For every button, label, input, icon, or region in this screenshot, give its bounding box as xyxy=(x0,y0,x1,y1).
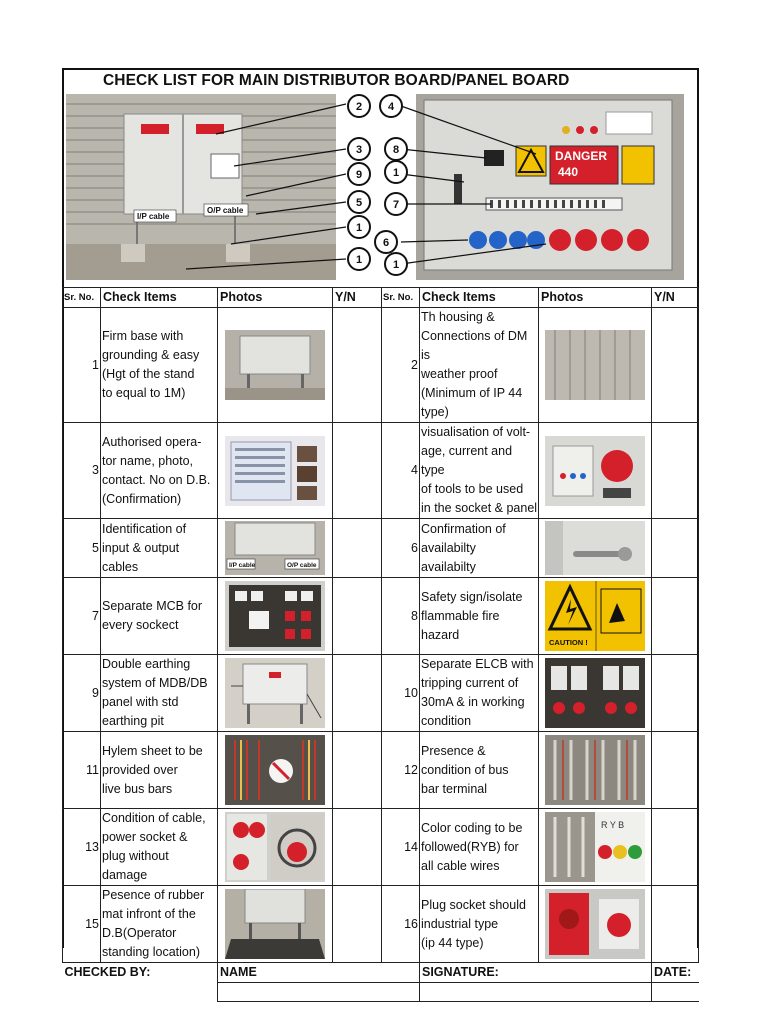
caution-label: CAUTION ! xyxy=(549,638,588,647)
yn-checkbox[interactable] xyxy=(652,423,699,519)
check-item-text: Pesence of rubber mat infront of the D.B(Operator standing location) xyxy=(101,886,218,963)
yn-checkbox[interactable] xyxy=(652,732,699,809)
yn-checkbox[interactable] xyxy=(333,519,382,578)
item-number: 8 xyxy=(382,578,420,655)
check-item-text: Safety sign/isolate flammable fire hazard xyxy=(420,578,539,655)
yn-checkbox[interactable] xyxy=(333,886,382,963)
check-item-text: Plug socket should industrial type (ip 44 type) xyxy=(420,886,539,963)
checklist-title: CHECK LIST FOR MAIN DISTRIBUTOR BOARD/PANEL BOARD xyxy=(103,72,570,89)
callout-number: 1 xyxy=(392,167,400,179)
mcb-panel-photo xyxy=(222,581,328,651)
yn-checkbox[interactable] xyxy=(652,886,699,963)
item-photo xyxy=(218,578,333,655)
ryb-color-coding-photo xyxy=(543,812,647,882)
item-photo xyxy=(539,578,652,655)
yn-checkbox[interactable] xyxy=(333,423,382,519)
yn-checkbox[interactable] xyxy=(652,308,699,423)
signature-label: SIGNATURE: xyxy=(420,963,652,983)
panel-housing-photo xyxy=(543,330,647,400)
check-item-text: Hylem sheet to be provided over live bus bars xyxy=(101,732,218,809)
item-photo xyxy=(539,423,652,519)
check-item-text: Authorised opera- tor name, photo, contact. No on D.B. (Confirmation) xyxy=(101,423,218,519)
callout-number: 7 xyxy=(392,199,400,211)
item-photo xyxy=(218,732,333,809)
sr-no-header: Sr. No. xyxy=(63,288,101,308)
safety-sign-photo xyxy=(543,581,647,651)
item-photo xyxy=(218,809,333,886)
callout-number: 2 xyxy=(355,101,363,113)
item-number: 6 xyxy=(382,519,420,578)
check-item-text: Presence & condition of bus bar terminal xyxy=(420,732,539,809)
item-number: 13 xyxy=(63,809,101,886)
check-items-header: Check Items xyxy=(420,288,539,308)
yn-checkbox[interactable] xyxy=(652,809,699,886)
bus-bar-cover-photo xyxy=(222,735,328,805)
danger-sign-text: DANGER xyxy=(555,149,608,163)
check-item-text: Firm base with grounding & easy (Hgt of the stand to equal to 1M) xyxy=(101,308,218,423)
item-photo xyxy=(218,308,333,423)
item-number: 14 xyxy=(382,809,420,886)
table-row xyxy=(63,809,699,886)
date-field[interactable] xyxy=(652,983,699,1002)
voltage-indicator-photo xyxy=(543,436,647,506)
sheet-top-border xyxy=(62,68,698,70)
yn-header: Y/N xyxy=(333,288,382,308)
check-item-text: Condition of cable, power socket & plug without damage xyxy=(101,809,218,886)
table-header-row xyxy=(63,288,699,308)
date-label: DATE: xyxy=(652,963,699,983)
check-item-text: Separate ELCB with tripping current of 30mA & in working condition xyxy=(420,655,539,732)
item-photo xyxy=(539,732,652,809)
item-number: 1 xyxy=(63,308,101,423)
door-handle-photo xyxy=(543,521,647,575)
danger-volts-text: 440 xyxy=(558,165,579,179)
item-photo xyxy=(539,886,652,963)
callout-number: 4 xyxy=(387,101,395,113)
table-row xyxy=(63,578,699,655)
item-photo xyxy=(218,519,333,578)
checklist-table xyxy=(62,287,699,1002)
earthing-panel-photo xyxy=(222,658,328,728)
name-label: NAME xyxy=(218,963,420,983)
callout-number: 1 xyxy=(355,254,363,266)
item-number: 7 xyxy=(63,578,101,655)
callout-number: 5 xyxy=(355,197,363,209)
yn-header: Y/N xyxy=(652,288,699,308)
ip-cable-label: I/P cable xyxy=(229,562,256,569)
checked-by-label: CHECKED BY: xyxy=(63,963,218,983)
check-item-text: visualisation of volt- age, current and type of tools to be used in the socket & panel xyxy=(420,423,539,519)
item-number: 2 xyxy=(382,308,420,423)
bus-bar-terminal-photo xyxy=(543,735,647,805)
item-number: 4 xyxy=(382,423,420,519)
item-number: 9 xyxy=(63,655,101,732)
item-number: 10 xyxy=(382,655,420,732)
panel-on-stand-photo xyxy=(222,330,328,400)
check-item-text: Identification of input & output cables xyxy=(101,519,218,578)
item-photo xyxy=(539,655,652,732)
op-cable-label: O/P cable xyxy=(207,206,244,215)
photos-header: Photos xyxy=(218,288,333,308)
signature-field[interactable] xyxy=(420,983,652,1002)
name-field[interactable] xyxy=(218,983,420,1002)
photos-header: Photos xyxy=(539,288,652,308)
yn-checkbox[interactable] xyxy=(333,578,382,655)
check-item-text: Double earthing system of MDB/DB panel with std earthing pit xyxy=(101,655,218,732)
yn-checkbox[interactable] xyxy=(333,809,382,886)
callout-number: 6 xyxy=(382,237,390,249)
footer-row xyxy=(63,963,699,983)
table-row xyxy=(63,423,699,519)
callout-number: 3 xyxy=(355,144,363,156)
ip-cable-label: I/P cable xyxy=(137,212,170,221)
hero-photo-illustration xyxy=(66,94,684,280)
table-row xyxy=(63,519,699,578)
sr-no-header: Sr. No. xyxy=(382,288,420,308)
yn-checkbox[interactable] xyxy=(333,732,382,809)
op-cable-label: O/P cable xyxy=(287,562,317,569)
callout-number: 9 xyxy=(355,169,363,181)
elcb-photo xyxy=(543,658,647,728)
check-item-text: Th housing & Connections of DM is weather proof (Minimum of IP 44 type) xyxy=(420,308,539,423)
item-number: 16 xyxy=(382,886,420,963)
table-row xyxy=(63,886,699,963)
checked-by-field xyxy=(63,983,218,1002)
item-number: 3 xyxy=(63,423,101,519)
check-items-header: Check Items xyxy=(101,288,218,308)
operator-info-sheet-photo xyxy=(222,436,328,506)
item-number: 5 xyxy=(63,519,101,578)
item-number: 12 xyxy=(382,732,420,809)
table-row xyxy=(63,308,699,423)
item-photo xyxy=(218,655,333,732)
callout-number: 1 xyxy=(355,222,363,234)
item-photo xyxy=(539,809,652,886)
cable-identification-photo xyxy=(222,521,328,575)
item-photo xyxy=(539,519,652,578)
item-number: 11 xyxy=(63,732,101,809)
item-number: 15 xyxy=(63,886,101,963)
yn-checkbox[interactable] xyxy=(652,519,699,578)
item-photo xyxy=(218,423,333,519)
callout-number: 1 xyxy=(392,259,400,271)
check-item-text: Color coding to be followed(RYB) for all cable wires xyxy=(420,809,539,886)
socket-and-plug-photo xyxy=(222,812,328,882)
industrial-plug-socket-photo xyxy=(543,889,647,959)
table-row xyxy=(63,655,699,732)
item-photo xyxy=(218,886,333,963)
check-item-text: Confirmation of availabilty availabilty xyxy=(420,519,539,578)
table-row xyxy=(63,732,699,809)
item-photo xyxy=(539,308,652,423)
yn-checkbox[interactable] xyxy=(333,655,382,732)
check-item-text: Separate MCB for every sockect xyxy=(101,578,218,655)
ryb-label: R Y B xyxy=(601,820,625,830)
yn-checkbox[interactable] xyxy=(652,578,699,655)
rubber-mat-photo xyxy=(222,889,328,959)
callout-number: 8 xyxy=(392,144,400,156)
yn-checkbox[interactable] xyxy=(652,655,699,732)
footer-blank-row xyxy=(63,983,699,1002)
yn-checkbox[interactable] xyxy=(333,308,382,423)
hero-photo xyxy=(66,94,684,280)
